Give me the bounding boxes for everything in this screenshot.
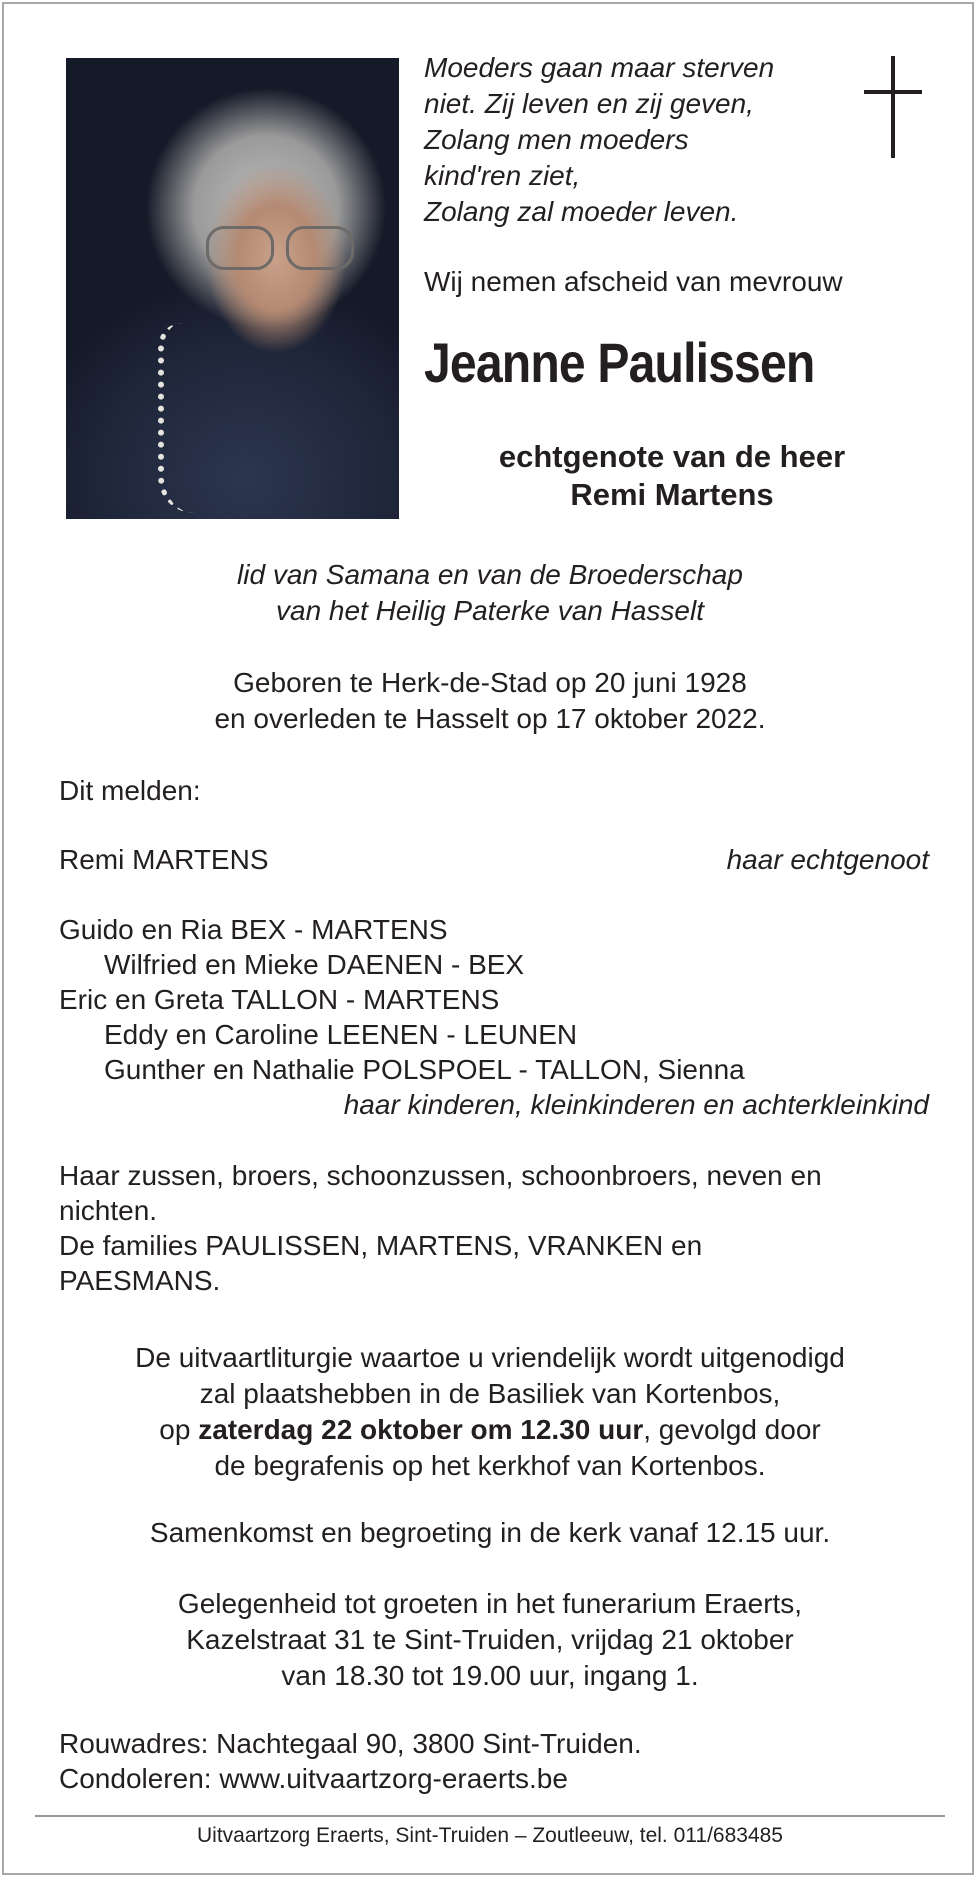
poem-line: Zolang men moeders xyxy=(424,124,689,155)
funeral-text xyxy=(40,1340,940,1484)
footer-text: Uitvaartzorg Eraerts, Sint-Truiden – Zoutleeuw, tel. 011/683485 xyxy=(197,1824,783,1847)
glasses-detail xyxy=(206,226,356,266)
condolence-website: Condoleren: www.uitvaartzorg-eraerts.be xyxy=(59,1763,568,1794)
funeral-post: , gevolgd door xyxy=(643,1414,821,1445)
visitation-text xyxy=(40,1586,940,1694)
membership-text xyxy=(40,557,940,629)
membership-line: van het Heilig Paterke van Hasselt xyxy=(276,595,704,626)
pearl-necklace-detail xyxy=(158,323,194,513)
contact-block xyxy=(59,1726,929,1796)
spouse-line: echtgenote van de heer xyxy=(498,439,846,474)
mourning-address: Rouwadres: Nachtegaal 90, 3800 Sint-Truiden. xyxy=(59,1728,642,1759)
family-item: Gunther en Nathalie POLSPOEL - TALLON, Sienna xyxy=(104,1054,745,1085)
membership-line: lid van Samana en van de Broederschap xyxy=(237,559,743,590)
visitation-line: Gelegenheid tot groeten in het funerarium Eraerts, xyxy=(177,1588,803,1619)
family-item: Wilfried en Mieke DAENEN - BEX xyxy=(104,949,525,980)
funeral-line: De uitvaartliturgie waartoe u vriendelijk wordt uitgenodigd xyxy=(135,1342,845,1373)
birth-line: Geboren te Herk-de-Stad op 20 juni 1928 xyxy=(233,667,747,698)
family-relation: haar kinderen, kleinkinderen en achterkleinkind xyxy=(343,1089,929,1120)
relatives-line: De families PAULISSEN, MARTENS, VRANKEN en xyxy=(59,1230,703,1261)
funeral-datetime: zaterdag 22 oktober om 12.30 uur xyxy=(198,1414,644,1445)
cross-icon xyxy=(864,56,922,158)
relatives-line: PAESMANS. xyxy=(59,1265,221,1296)
funeral-line xyxy=(40,1412,940,1448)
husband-row xyxy=(59,842,929,877)
family-item: Eddy en Caroline LEENEN - LEUNEN xyxy=(104,1019,578,1050)
birth-death-text xyxy=(40,665,940,737)
relatives-text xyxy=(59,1158,929,1298)
family-list xyxy=(59,912,929,1122)
gathering-text: Samenkomst en begroeting in de kerk vanaf 12.15 uur. xyxy=(149,1517,831,1548)
deceased-name: Jeanne Paulissen xyxy=(424,331,815,394)
funeral-pre: op xyxy=(159,1414,199,1445)
funeral-line: de begrafenis op het kerkhof van Kortenbos. xyxy=(214,1450,766,1481)
funeral-line: zal plaatshebben in de Basiliek van Kortenbos, xyxy=(199,1378,781,1409)
footer-divider xyxy=(35,1815,945,1817)
relatives-line: Haar zussen, broers, schoonzussen, schoonbroers, neven en xyxy=(59,1160,822,1191)
family-item: Guido en Ria BEX - MARTENS xyxy=(59,914,448,945)
portrait-photo xyxy=(66,58,399,519)
husband-name: Remi MARTENS xyxy=(59,844,269,875)
relatives-line: nichten. xyxy=(59,1195,158,1226)
poem-line: Moeders gaan maar sterven xyxy=(424,52,775,83)
intro-text: Wij nemen afscheid van mevrouw xyxy=(424,266,843,297)
poem-line: niet. Zij leven en zij geven, xyxy=(424,88,754,119)
announce-text: Dit melden: xyxy=(59,775,201,806)
family-item: Eric en Greta TALLON - MARTENS xyxy=(59,984,500,1015)
spouse-name: Remi Martens xyxy=(570,477,774,512)
visitation-line: van 18.30 tot 19.00 uur, ingang 1. xyxy=(281,1660,699,1691)
poem-line: kind'ren ziet, xyxy=(424,160,581,191)
visitation-line: Kazelstraat 31 te Sint-Truiden, vrijdag 21 oktober xyxy=(186,1624,794,1655)
husband-relation: haar echtgenoot xyxy=(726,844,929,875)
poem xyxy=(424,50,774,230)
death-line: en overleden te Hasselt op 17 oktober 2022. xyxy=(214,703,766,734)
spouse-block xyxy=(424,438,920,514)
poem-line: Zolang zal moeder leven. xyxy=(424,196,739,227)
